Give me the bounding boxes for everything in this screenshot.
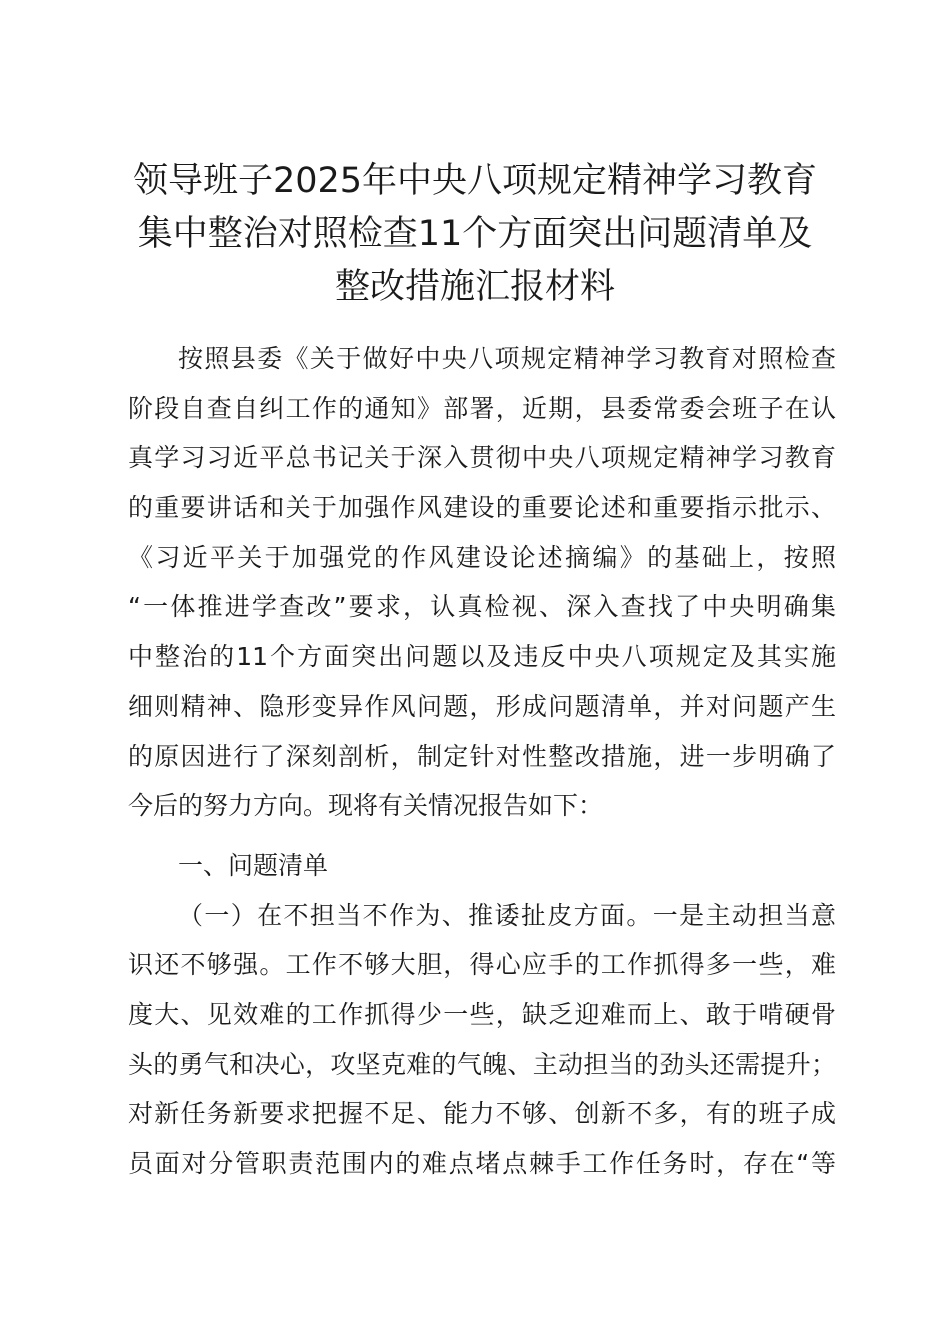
paragraph-line: 细则精神、隐形变异作风问题，形成问题清单，并对问题产生 [128, 691, 836, 721]
paragraph-line: 头的勇气和决心，攻坚克难的气魄、主动担当的劲头还需提升； [128, 1049, 836, 1079]
paragraph-line: 识还不够强。工作不够大胆，得心应手的工作抓得多一些，难 [128, 950, 836, 980]
paragraph-line: “一体推进学查改”要求，认真检视、深入查找了中央明确集 [128, 592, 836, 622]
title-line: 集中整治对照检查11个方面突出问题清单及 [137, 214, 813, 254]
title-line: 领导班子2025年中央八项规定精神学习教育 [132, 161, 818, 201]
paragraph-line: 真学习习近平总书记关于深入贯彻中央八项规定精神学习教育 [128, 443, 836, 473]
paragraph-line: 的原因进行了深刻剖析，制定针对性整改措施，进一步明确了 [128, 741, 836, 771]
paragraph-line: 对新任务新要求把握不足、能力不够、创新不多，有的班子成 [128, 1099, 836, 1129]
paragraph-line: 《习近平关于加强党的作风建设论述摘编》的基础上，按照 [128, 542, 836, 572]
document-body [128, 334, 836, 1189]
paragraph-line: 中整治的11个方面突出问题以及违反中央八项规定及其实施 [128, 642, 836, 672]
paragraph-line: 员面对分管职责范围内的难点堵点棘手工作任务时，存在“等 [128, 1149, 836, 1178]
document-title [120, 155, 830, 314]
title-line: 整改措施汇报材料 [334, 267, 615, 307]
paragraph-line: 按照县委《关于做好中央八项规定精神学习教育对照检查 [178, 344, 836, 373]
paragraph-line: （一）在不担当不作为、推诿扯皮方面。一是主动担当意 [178, 900, 836, 930]
paragraph-line: 今后的努力方向。现将有关情况报告如下： [128, 791, 604, 821]
paragraph-line: 度大、见效难的工作抓得少一些，缺乏迎难而上、敢于啃硬骨 [128, 999, 836, 1029]
paragraph-line: 的重要讲话和关于加强作风建设的重要论述和重要指示批示、 [128, 493, 836, 523]
paragraph-line: 阶段自查自纠工作的通知》部署，近期，县委常委会班子在认 [128, 393, 836, 423]
section-heading: 一、问题清单 [178, 850, 329, 880]
